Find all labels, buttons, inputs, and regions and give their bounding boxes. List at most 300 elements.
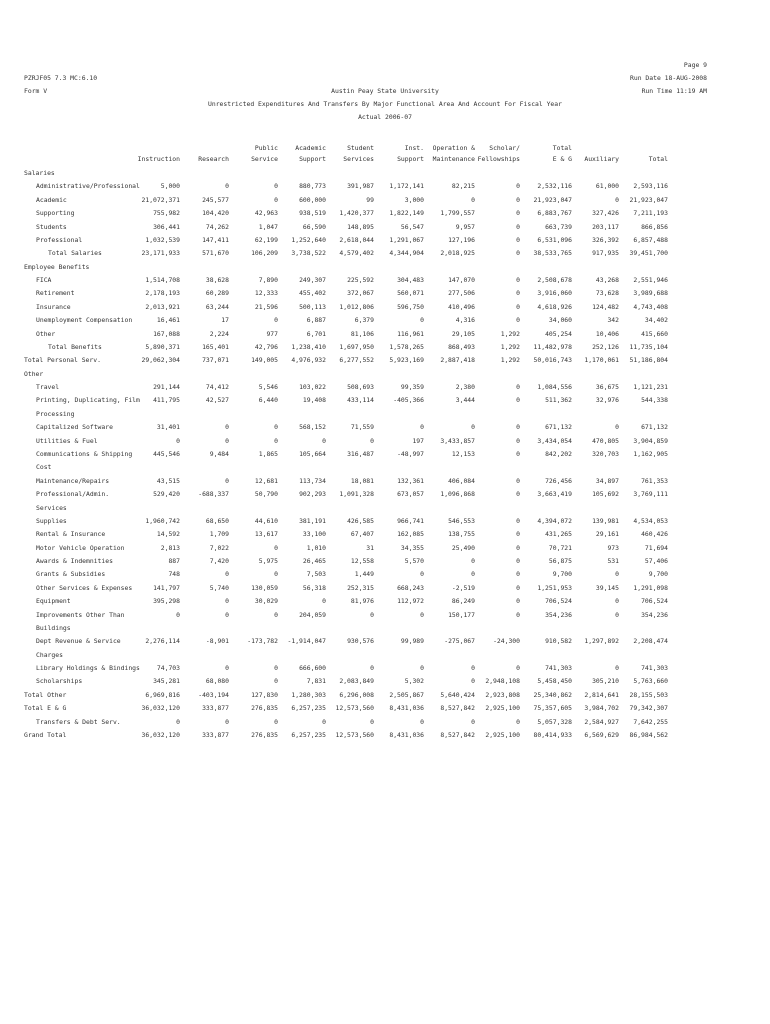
cell-value: 127,196 [448, 235, 475, 244]
cell-value: 29,062,304 [141, 356, 180, 365]
column-header [295, 143, 326, 165]
cell-value: 0 [420, 570, 424, 579]
table-row [0, 384, 770, 397]
cell-value: 1,709 [209, 530, 229, 539]
column-header-line2: E & G [552, 155, 572, 163]
column-header-line1 [138, 143, 180, 154]
cell-value: 21,072,371 [141, 195, 180, 204]
table-row [0, 290, 770, 303]
cell-value: 38,533,765 [533, 249, 572, 258]
cell-value: 252,126 [592, 342, 619, 351]
row-label: Charges [36, 650, 63, 659]
cell-value: 113,734 [299, 476, 326, 485]
cell-value: 663,739 [545, 222, 572, 231]
row-label: Total E & G [24, 704, 67, 713]
cell-value: 2,505,867 [389, 690, 424, 699]
cell-value: 43,268 [595, 276, 619, 285]
cell-value: 354,236 [545, 610, 572, 619]
cell-value: 0 [516, 249, 520, 258]
cell-value: 1,096,868 [440, 490, 475, 499]
cell-value: 4,976,932 [291, 356, 326, 365]
row-label: Other Services & Expenses [36, 583, 133, 592]
cell-value: 455,402 [299, 289, 326, 298]
cell-value: 4,344,904 [389, 249, 424, 258]
cell-value: 167,088 [153, 329, 180, 338]
cell-value: 0 [471, 717, 475, 726]
column-header-line1: Student [347, 144, 374, 152]
cell-value: 34,355 [400, 543, 424, 552]
cell-value: 445,546 [153, 449, 180, 458]
cell-value: 0 [420, 717, 424, 726]
cell-value: 0 [516, 222, 520, 231]
cell-value: 249,307 [299, 276, 326, 285]
cell-value: 5,975 [258, 557, 278, 566]
table-row [0, 331, 770, 344]
row-label: Employee Benefits [24, 262, 90, 271]
column-header [138, 143, 180, 165]
cell-value: 6,883,767 [537, 209, 572, 218]
cell-value: 0 [471, 195, 475, 204]
cell-value: 0 [176, 717, 180, 726]
cell-value: 3,000 [404, 195, 424, 204]
row-label: Other [36, 329, 56, 338]
cell-value: 3,738,522 [291, 249, 326, 258]
cell-value: 4,743,408 [633, 302, 668, 311]
institution-name: Austin Peay State University [331, 87, 439, 95]
column-header-line2: Fellowships [477, 155, 520, 163]
cell-value: 86,984,562 [629, 730, 668, 739]
run-date: Run Date 18-AUG-2008 [630, 74, 707, 82]
cell-value: 571,670 [202, 249, 229, 258]
table-row [0, 397, 770, 410]
cell-value: 2,013,921 [145, 302, 180, 311]
cell-value: 673,057 [397, 490, 424, 499]
cell-value: 9,700 [648, 570, 668, 579]
cell-value: 0 [516, 396, 520, 405]
cell-value: 0 [225, 717, 229, 726]
cell-value: 2,551,946 [633, 276, 668, 285]
row-label: Equipment [36, 597, 71, 606]
cell-value: 0 [516, 302, 520, 311]
row-label: Processing [36, 409, 75, 418]
row-label: Motor Vehicle Operation [36, 543, 125, 552]
cell-value: 668,243 [397, 583, 424, 592]
row-label: Grand Total [24, 730, 67, 739]
cell-value: 19,408 [302, 396, 326, 405]
cell-value: 0 [225, 597, 229, 606]
cell-value: 1,292 [500, 329, 520, 338]
cell-value: 0 [615, 597, 619, 606]
cell-value: 5,057,328 [537, 717, 572, 726]
cell-value: 70,721 [548, 543, 572, 552]
cell-value: 12,573,560 [335, 704, 374, 713]
cell-value: 7,503 [306, 570, 326, 579]
cell-value: 0 [274, 717, 278, 726]
table-row [0, 451, 770, 464]
cell-value: 63,244 [205, 302, 229, 311]
row-label: Travel [36, 383, 60, 392]
cell-value: 0 [420, 423, 424, 432]
cell-value: 29,105 [451, 329, 475, 338]
cell-value: 0 [322, 597, 326, 606]
row-label: Capitalized Software [36, 423, 113, 432]
table-row [0, 183, 770, 196]
cell-value: 0 [225, 610, 229, 619]
form-label: Form V [24, 87, 48, 95]
row-label: Professional/Admin. [36, 490, 110, 499]
cell-value: 4,394,072 [537, 516, 572, 525]
cell-value: 0 [516, 316, 520, 325]
cell-value: 16,461 [156, 316, 180, 325]
cell-value: 81,106 [350, 329, 374, 338]
table-row [0, 478, 770, 491]
cell-value: 902,293 [299, 490, 326, 499]
cell-value: 130,059 [251, 583, 278, 592]
cell-value: 1,291,067 [389, 235, 424, 244]
cell-value: 0 [516, 436, 520, 445]
row-label: Services [36, 503, 67, 512]
table-row [0, 464, 770, 477]
cell-value: 411,795 [153, 396, 180, 405]
cell-value: 30,029 [254, 597, 278, 606]
cell-value: 31 [366, 543, 374, 552]
cell-value: 0 [420, 610, 424, 619]
cell-value: 71,559 [350, 423, 374, 432]
cell-value: 2,380 [455, 383, 475, 392]
cell-value: 8,431,036 [389, 730, 424, 739]
table-row [0, 678, 770, 691]
cell-value: 3,433,857 [440, 436, 475, 445]
cell-value: 0 [516, 516, 520, 525]
cell-value: 5,000 [160, 182, 180, 191]
report-subtitle: Actual 2006-07 [358, 113, 412, 121]
cell-value: 910,582 [545, 637, 572, 646]
row-label: Academic [36, 195, 67, 204]
cell-value: 460,426 [641, 530, 668, 539]
column-header [397, 143, 424, 165]
cell-value: 2,532,116 [537, 182, 572, 191]
cell-value: 706,524 [545, 597, 572, 606]
cell-value: 345,281 [153, 677, 180, 686]
cell-value: 5,923,169 [389, 356, 424, 365]
cell-value: 5,740 [209, 583, 229, 592]
cell-value: 327,426 [592, 209, 619, 218]
table-row [0, 357, 770, 370]
cell-value: 105,664 [299, 449, 326, 458]
row-label: Maintenance/Repairs [36, 476, 110, 485]
cell-value: -173,782 [247, 637, 278, 646]
cell-value: 50,790 [254, 490, 278, 499]
row-label: Students [36, 222, 67, 231]
cell-value: 6,277,552 [339, 356, 374, 365]
cell-value: 74,412 [205, 383, 229, 392]
cell-value: 342 [607, 316, 619, 325]
cell-value: 0 [516, 476, 520, 485]
cell-value: 5,763,660 [633, 677, 668, 686]
cell-value: 306,441 [153, 222, 180, 231]
row-label: Administrative/Professional [36, 182, 140, 191]
cell-value: 372,067 [347, 289, 374, 298]
cell-value: 2,276,114 [145, 637, 180, 646]
cell-value: 500,113 [299, 302, 326, 311]
cell-value: 103,022 [299, 383, 326, 392]
cell-value: 1,091,328 [339, 490, 374, 499]
cell-value: 1,799,557 [440, 209, 475, 218]
cell-value: 6,257,235 [291, 704, 326, 713]
cell-value: 277,506 [448, 289, 475, 298]
row-label: Unemployment Compensation [36, 316, 133, 325]
cell-value: 761,353 [641, 476, 668, 485]
cell-value: 2,925,100 [485, 704, 520, 713]
cell-value: 225,592 [347, 276, 374, 285]
cell-value: 74,262 [205, 222, 229, 231]
table-row [0, 197, 770, 210]
cell-value: 138,755 [448, 530, 475, 539]
column-header [649, 143, 668, 165]
cell-value: 75,357,605 [533, 704, 572, 713]
cell-value: -275,067 [444, 637, 475, 646]
cell-value: 0 [516, 209, 520, 218]
cell-value: 0 [516, 289, 520, 298]
row-label: Transfers & Debt Serv. [36, 717, 121, 726]
cell-value: 2,083,849 [339, 677, 374, 686]
cell-value: 60,289 [205, 289, 229, 298]
table-row [0, 705, 770, 718]
cell-value: 148,895 [347, 222, 374, 231]
row-label: Retirement [36, 289, 75, 298]
cell-value: 930,576 [347, 637, 374, 646]
cell-value: 3,444 [455, 396, 475, 405]
column-header-line1: Scholar/ [489, 144, 520, 152]
column-header-line1: Inst. [404, 144, 424, 152]
row-label: FICA [36, 276, 52, 285]
cell-value: 9,957 [455, 222, 475, 231]
column-header-line2: Total [648, 155, 668, 163]
cell-value: 10,406 [595, 329, 619, 338]
cell-value: 600,000 [299, 195, 326, 204]
cell-value: 741,303 [545, 664, 572, 673]
cell-value: 0 [225, 476, 229, 485]
cell-value: 106,209 [251, 249, 278, 258]
cell-value: 99,989 [400, 637, 424, 646]
cell-value: 320,703 [592, 449, 619, 458]
cell-value: 0 [370, 436, 374, 445]
cell-value: 4,618,926 [537, 302, 572, 311]
cell-value: 973 [607, 543, 619, 552]
row-label: Library Holdings & Bindings [36, 664, 140, 673]
cell-value: 0 [370, 664, 374, 673]
cell-value: 470,805 [592, 436, 619, 445]
cell-value: 529,420 [153, 490, 180, 499]
row-label: Total Salaries [48, 249, 102, 258]
cell-value: 0 [274, 543, 278, 552]
cell-value: 6,857,488 [633, 235, 668, 244]
cell-value: 596,750 [397, 302, 424, 311]
cell-value: 0 [516, 235, 520, 244]
table-row [0, 585, 770, 598]
cell-value: 2,923,808 [485, 690, 520, 699]
cell-value: 245,577 [202, 195, 229, 204]
cell-value: 1,170,061 [584, 356, 619, 365]
cell-value: 0 [471, 677, 475, 686]
cell-value: 2,018,925 [440, 249, 475, 258]
row-label: Scholarships [36, 677, 83, 686]
column-header-line1: Academic [295, 144, 326, 152]
cell-value: 81,976 [350, 597, 374, 606]
column-header-line1: Total [552, 144, 572, 152]
cell-value: 531 [607, 557, 619, 566]
cell-value: 3,984,702 [584, 704, 619, 713]
row-label: Supporting [36, 209, 75, 218]
cell-value: 9,484 [209, 449, 229, 458]
cell-value: 17 [221, 316, 229, 325]
table-row [0, 558, 770, 571]
cell-value: 39,451,700 [629, 249, 668, 258]
column-header-line1 [198, 143, 229, 154]
cell-value: 1,252,640 [291, 235, 326, 244]
cell-value: 2,178,193 [145, 289, 180, 298]
table-row [0, 170, 770, 183]
cell-value: 887 [168, 557, 180, 566]
cell-value: 42,527 [205, 396, 229, 405]
cell-value: 50,016,743 [533, 356, 572, 365]
cell-value: 568,152 [299, 423, 326, 432]
cell-value: 0 [370, 610, 374, 619]
cell-value: 0 [274, 610, 278, 619]
cell-value: -24,300 [493, 637, 520, 646]
cell-value: 147,070 [448, 276, 475, 285]
cell-value: 36,032,120 [141, 704, 180, 713]
cell-value: 6,887 [306, 316, 326, 325]
cell-value: 0 [516, 543, 520, 552]
cell-value: 0 [516, 490, 520, 499]
cell-value: 2,618,044 [339, 235, 374, 244]
cell-value: 5,302 [404, 677, 424, 686]
cell-value: 406,084 [448, 476, 475, 485]
cell-value: 2,584,927 [584, 717, 619, 726]
row-label: Salaries [24, 169, 55, 177]
cell-value: 12,333 [254, 289, 278, 298]
cell-value: 1,084,556 [537, 383, 572, 392]
cell-value: 1,822,149 [389, 209, 424, 218]
cell-value: 5,458,450 [537, 677, 572, 686]
cell-value: 1,420,377 [339, 209, 374, 218]
report-id: PZRJF05 7.3 MC:6.10 [24, 74, 98, 82]
cell-value: 124,482 [592, 302, 619, 311]
cell-value: 1,047 [258, 222, 278, 231]
cell-value: 0 [274, 182, 278, 191]
cell-value: 7,642,255 [633, 717, 668, 726]
cell-value: 8,527,842 [440, 730, 475, 739]
row-label: Utilities & Fuel [36, 436, 98, 445]
table-row [0, 638, 770, 651]
cell-value: 13,617 [254, 530, 278, 539]
cell-value: 36,675 [595, 383, 619, 392]
column-header-line2: Maintenance [432, 155, 475, 163]
cell-value: 0 [516, 276, 520, 285]
row-label: Insurance [36, 302, 71, 311]
cell-value: 99,359 [400, 383, 424, 392]
column-header-line2: Services [343, 155, 374, 163]
cell-value: 741,303 [641, 664, 668, 673]
cell-value: 150,177 [448, 610, 475, 619]
cell-value: 333,877 [202, 704, 229, 713]
table-row [0, 224, 770, 237]
cell-value: 127,830 [251, 690, 278, 699]
cell-value: 23,171,933 [141, 249, 180, 258]
cell-value: 842,202 [545, 449, 572, 458]
cell-value: 61,000 [595, 182, 619, 191]
cell-value: 381,191 [299, 516, 326, 525]
cell-value: 1,012,806 [339, 302, 374, 311]
column-header-line1 [649, 143, 668, 154]
cell-value: 2,508,678 [537, 276, 572, 285]
cell-value: -405,366 [393, 396, 424, 405]
cell-value: 39,145 [595, 583, 619, 592]
column-header [198, 143, 229, 165]
cell-value: 6,701 [306, 329, 326, 338]
column-header-line1: Operation & [432, 144, 475, 152]
cell-value: 7,420 [209, 557, 229, 566]
cell-value: 706,524 [641, 597, 668, 606]
report-title: Unrestricted Expenditures And Transfers By Major Functional Area And Account For Fiscal Year [208, 100, 562, 108]
table-row [0, 571, 770, 584]
cell-value: 44,610 [254, 516, 278, 525]
cell-value: 1,032,539 [145, 235, 180, 244]
cell-value: 32,976 [595, 396, 619, 405]
cell-value: 748 [168, 570, 180, 579]
cell-value: 42,796 [254, 342, 278, 351]
row-label: Supplies [36, 516, 67, 525]
cell-value: 938,519 [299, 209, 326, 218]
cell-value: 2,593,116 [633, 182, 668, 191]
cell-value: 165,401 [202, 342, 229, 351]
cell-value: 276,835 [251, 730, 278, 739]
cell-value: 917,935 [592, 249, 619, 258]
cell-value: 0 [516, 557, 520, 566]
cell-value: 5,640,424 [440, 690, 475, 699]
cell-value: 2,224 [209, 329, 229, 338]
cell-value: 99 [366, 195, 374, 204]
cell-value: 141,797 [153, 583, 180, 592]
cell-value: 147,411 [202, 235, 229, 244]
cell-value: 2,208,474 [633, 637, 668, 646]
cell-value: 305,210 [592, 677, 619, 686]
cell-value: 0 [615, 195, 619, 204]
row-label: Printing, Duplicating, Film [36, 396, 140, 405]
cell-value: 6,379 [354, 316, 374, 325]
cell-value: 755,982 [153, 209, 180, 218]
table-row [0, 210, 770, 223]
cell-value: 3,769,111 [633, 490, 668, 499]
cell-value: 3,663,419 [537, 490, 572, 499]
cell-value: 197 [412, 436, 424, 445]
cell-value: 0 [274, 570, 278, 579]
cell-value: 0 [225, 423, 229, 432]
row-label: Other [24, 369, 44, 378]
cell-value: 333,877 [202, 730, 229, 739]
cell-value: 7,211,193 [633, 209, 668, 218]
cell-value: 431,265 [545, 530, 572, 539]
column-header-line2: Instruction [137, 155, 180, 163]
row-label: Professional [36, 235, 83, 244]
cell-value: 0 [176, 436, 180, 445]
cell-value: 0 [274, 677, 278, 686]
column-header [343, 143, 374, 165]
table-row [0, 518, 770, 531]
cell-value: 410,496 [448, 302, 475, 311]
table-row [0, 505, 770, 518]
